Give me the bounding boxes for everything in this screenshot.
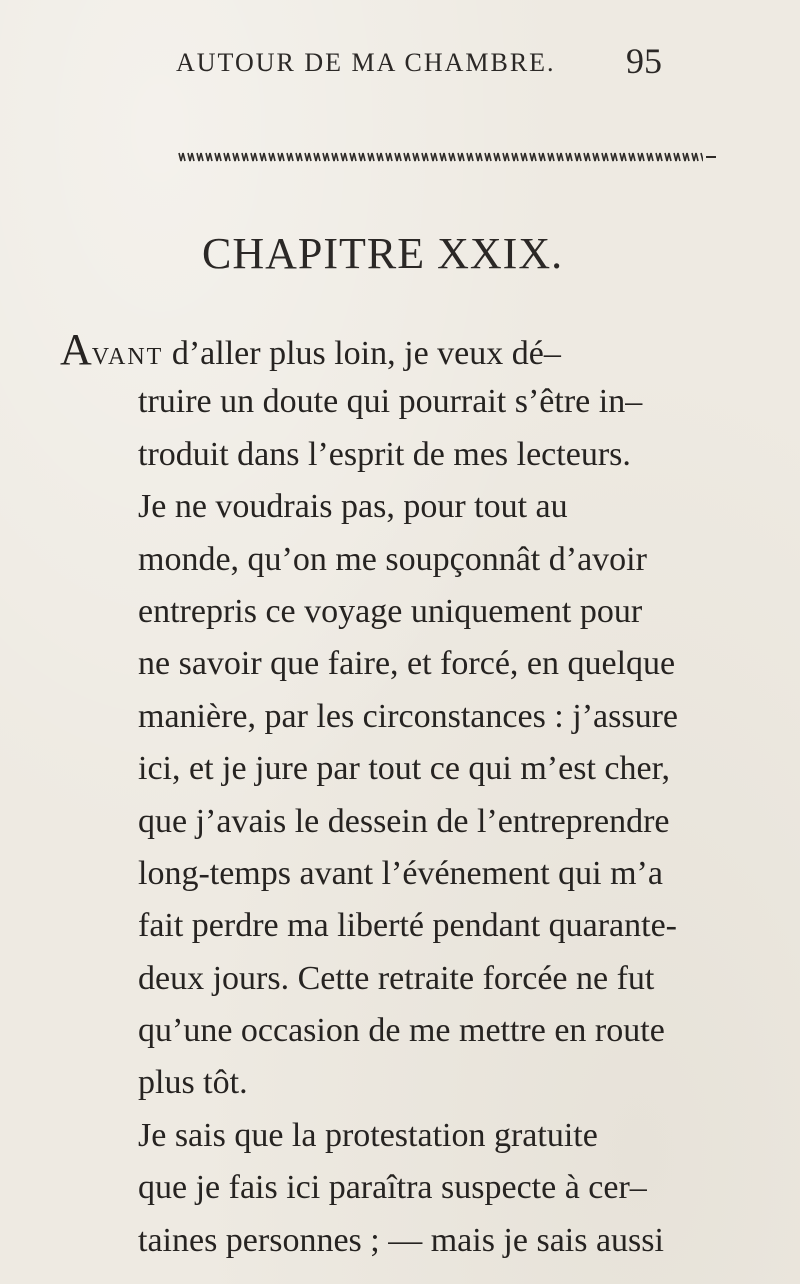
text-line: fait perdre ma liberté pendant quarante- — [138, 907, 678, 945]
text-line: truire un doute qui pourrait s’être in– — [138, 383, 643, 421]
small-caps-word: VANT — [91, 344, 164, 370]
text-line: entrepris ce voyage uniquement pour — [138, 592, 643, 630]
text-line — [60, 324, 790, 376]
chapter-title: CHAPITRE XXIX. — [202, 229, 564, 278]
ornamental-rule — [178, 152, 718, 162]
text-line: manière, par les circonstances : j’assure — [138, 697, 678, 735]
text-line: plus tôt. — [138, 1064, 248, 1102]
text-line: Je ne voudrais pas, pour tout au — [138, 488, 568, 526]
text-line: deux jours. Cette retraite forcée ne fut — [138, 959, 655, 997]
text-line: qu’une occasion de me mettre en route — [138, 1012, 665, 1050]
text-line: Je sais que la protestation gratuite — [138, 1116, 598, 1154]
text-line: long-temps avant l’événement qui m’a — [138, 854, 663, 892]
text-line: que je fais ici paraîtra suspecte à cer– — [138, 1169, 647, 1207]
ornamental-rule-graphic — [178, 152, 718, 162]
initial-capital: A — [60, 325, 92, 374]
text-line: monde, qu’on me soupçonnât d’avoir — [138, 540, 647, 578]
page-number: 95 — [626, 41, 662, 81]
first-line-rest: d’aller plus loin, je veux dé– — [163, 335, 561, 372]
running-head: AUTOUR DE MA CHAMBRE. — [176, 48, 556, 77]
text-line: taines personnes ; — mais je sais aussi — [138, 1221, 664, 1259]
text-line: ici, et je jure par tout ce qui m’est cher, — [138, 750, 671, 788]
body-text — [60, 324, 790, 1267]
text-line: ne savoir que faire, et forcé, en quelque — [138, 645, 676, 683]
text-line: que j’avais le dessein de l’entreprendre — [138, 802, 670, 840]
text-line: troduit dans l’esprit de mes lecteurs. — [138, 435, 631, 473]
